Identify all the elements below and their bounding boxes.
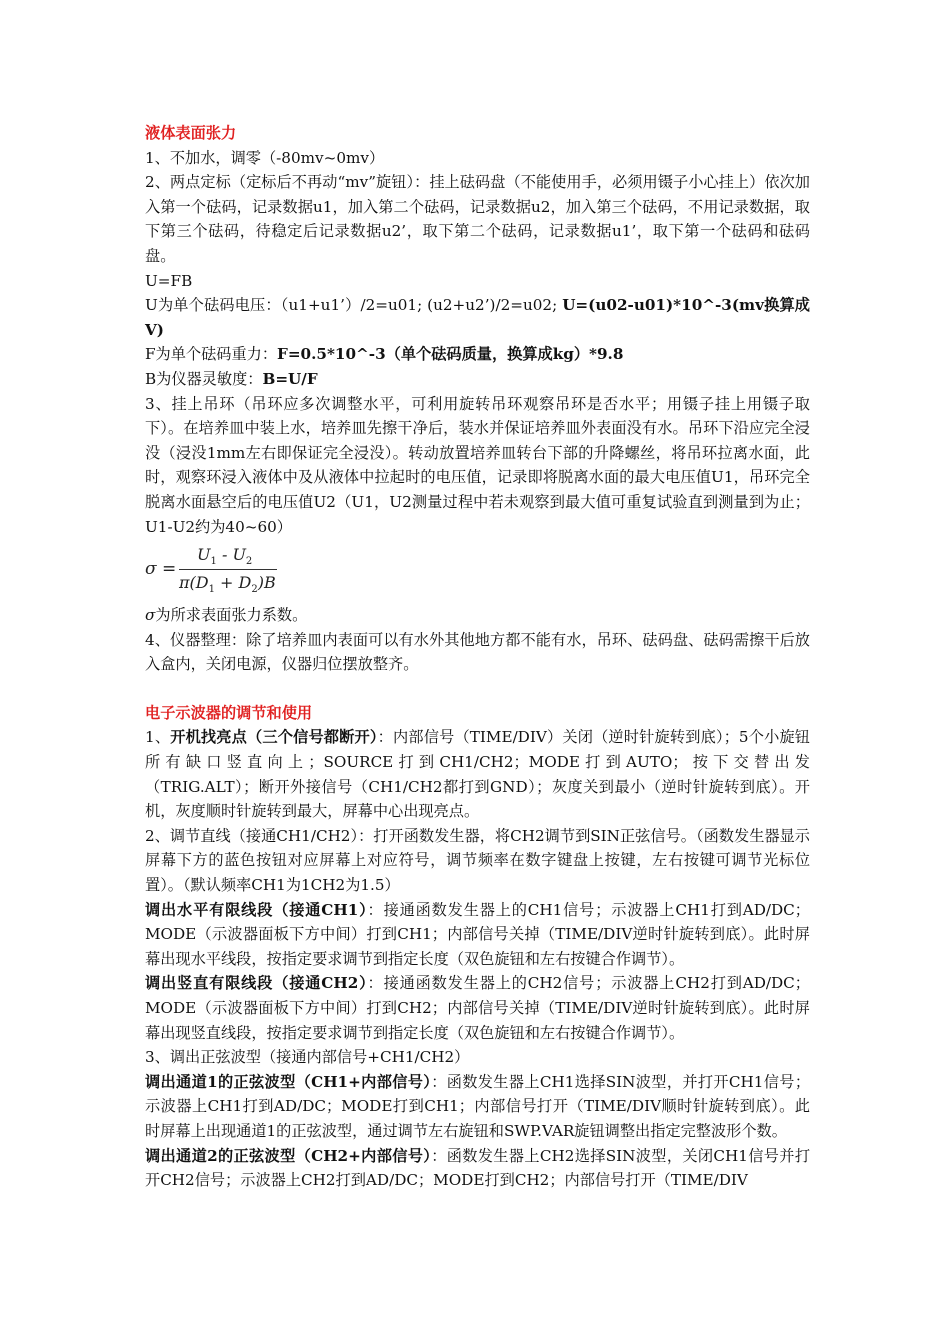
text-span: 为所求表面张力系数。 xyxy=(155,606,308,625)
paragraph: 1、不加水，调零（-80mv~0mv） xyxy=(145,148,385,167)
bold-text: B=U/F xyxy=(262,369,318,388)
bold-text: F=0.5*10^-3（单个砝码质量，换算成kg）*9.8 xyxy=(277,345,624,364)
text-span: ：函数发生器上CH2选择SIN波型，关闭CH1信号并打开CH2信号；示波器上CH2打到AD/DC；MODE打到CH2；内部信号打开（TIME/DIV xyxy=(145,1146,811,1190)
formula-numerator xyxy=(197,543,252,575)
paragraph xyxy=(145,1144,810,1193)
text-span: F为单个砝码重力： xyxy=(145,345,278,364)
paragraph xyxy=(145,1070,810,1144)
formula-text: π(D xyxy=(179,573,209,593)
document-body xyxy=(145,121,810,1193)
bold-text: U=(u02-u01)*10^-3(mv换算成V) xyxy=(145,296,810,339)
text-span: 1、 xyxy=(145,728,171,747)
text-span: ：函数发生器上CH1选择SIN波型，并打开CH1信号；示波器上CH1打到AD/DC；MODE打到CH1；内部信号打开（TIME/DIV顺时针旋转到底）。此时屏幕上出现通道1的正弦波型，通过调节左右旋钮和SWP.VAR旋钮调整出指定完整波形个数。 xyxy=(145,1072,811,1140)
paragraph xyxy=(145,725,810,823)
formula-text: )B xyxy=(257,573,276,593)
formula-subscript: 2 xyxy=(251,584,258,596)
bold-text: 调出通道2的正弦波型（CH2+内部信号） xyxy=(145,1146,432,1165)
formula-subscript: 1 xyxy=(210,556,217,568)
text-span: ：接通函数发生器上的CH2信号；示波器上CH2打到AD/DC；MODE（示波器面板下方中间）打到CH2；内部信号关掉（TIME/DIV逆时针旋转到底）。此时屏幕出现竖直线段，按指定要求调节到指定长度（双色旋钮和左右按键合作调节）。 xyxy=(145,974,810,1042)
paragraph xyxy=(145,603,810,628)
paragraph: 4、仪器整理：除了培养皿内表面可以有水外其他地方都不能有水，吊环、砝码盘、砝码需擦干后放入盒内，关闭电源，仪器归位摆放整齐。 xyxy=(145,630,810,674)
paragraph: U=FB xyxy=(145,271,193,290)
formula-subscript: 1 xyxy=(208,584,215,596)
text-span: B为仪器灵敏度： xyxy=(145,369,263,388)
bold-text: 开机找亮点（三个信号都断开） xyxy=(170,728,378,747)
text-span: ：内部信号（TIME/DIV）关闭（逆时针旋转到底）；5个小旋钮所有缺口竖直向上；SOURCE打到CH1/CH2；MODE打到AUTO；按下交替出发（TRIG.ALT）；断开外接信号（CH1/CH2都打到GND）；灰度关到最小（逆时针旋转到底）。开机，灰度顺时针旋转到最大，屏幕中心出现亮点。 xyxy=(145,728,810,821)
paragraph xyxy=(145,342,810,367)
bold-text: 调出水平有限线段（接通CH1） xyxy=(145,900,368,919)
paragraph: 2、调节直线（接通CH1/CH2）：打开函数发生器，将CH2调节到SIN正弦信号。（函数发生器显示屏幕下方的蓝色按钮对应屏幕上对应符号，调节频率在数字键盘上按键，左右按键可调节光标位置）。（默认频率CH1为1CH2为1.5） xyxy=(145,826,810,895)
sigma-symbol: σ xyxy=(145,606,156,625)
paragraph: 2、两点定标（定标后不再动“mv”旋钮）：挂上砝码盘（不能使用手，必须用镊子小心挂上）依次加入第一个砝码，记录数据u1，加入第二个砝码，记录数据u2，加入第三个砝码，不用记录数据，取下第三个砝码，待稳定后记录数据u2’，取下第二个砝码，记录数据u1’，取下第一个砝码和砝码盘。 xyxy=(145,173,810,265)
formula-denominator xyxy=(179,571,276,603)
formula-lhs: σ = xyxy=(145,559,177,580)
paragraph xyxy=(145,971,810,1045)
paragraph: 3、调出正弦波型（接通内部信号+CH1/CH2） xyxy=(145,1048,470,1067)
paragraph: 3、挂上吊环（吊环应多次调整水平，可利用旋转吊环观察吊环是否水平；用镊子挂上用镊子取下）。在培养皿中装上水，培养皿先擦干净后，装水并保证培养皿外表面没有水。吊环下沿应完全浸没（浸没1mm左右即保证完全浸没）。转动放置培养皿转台下部的升降螺丝，将吊环拉离水面，此时，观察环浸入液体中及从液体中拉起时的电压值，记录即将脱离水面的最大电压值U1，吊环完全脱离水面悬空后的电压值U2（U1，U2测量过程中若未观察到最大值可重复试验直到测量到为止；U1-U2约为40~60） xyxy=(145,394,810,536)
formula-text: + D xyxy=(214,573,252,593)
paragraph xyxy=(145,898,810,972)
bold-text: 调出竖直有限线段（接通CH2） xyxy=(145,974,368,993)
formula-text: - U xyxy=(216,545,246,565)
formula-text: U xyxy=(197,545,211,565)
formula-subscript: 2 xyxy=(245,556,253,568)
text-span: U为单个砝码电压：（u1+u1’）/2=u01; (u2+u2’)/2=u02; xyxy=(145,296,563,315)
section-title-surface-tension: 液体表面张力 xyxy=(145,124,237,142)
text-span: ：接通函数发生器上的CH1信号；示波器上CH1打到AD/DC；MODE（示波器面板下方中间）打到CH1；内部信号关掉（TIME/DIV逆时针旋转到底）。此时屏幕出现水平线段，按指定要求调节到指定长度（双色旋钮和左右按键合作调节）。 xyxy=(145,900,810,968)
surface-tension-formula xyxy=(145,543,810,599)
paragraph xyxy=(145,293,810,342)
fraction-bar xyxy=(179,569,277,570)
section-spacer xyxy=(145,677,810,701)
paragraph xyxy=(145,367,810,392)
bold-text: 调出通道1的正弦波型（CH1+内部信号） xyxy=(145,1072,432,1091)
section-title-oscilloscope: 电子示波器的调节和使用 xyxy=(145,703,313,722)
